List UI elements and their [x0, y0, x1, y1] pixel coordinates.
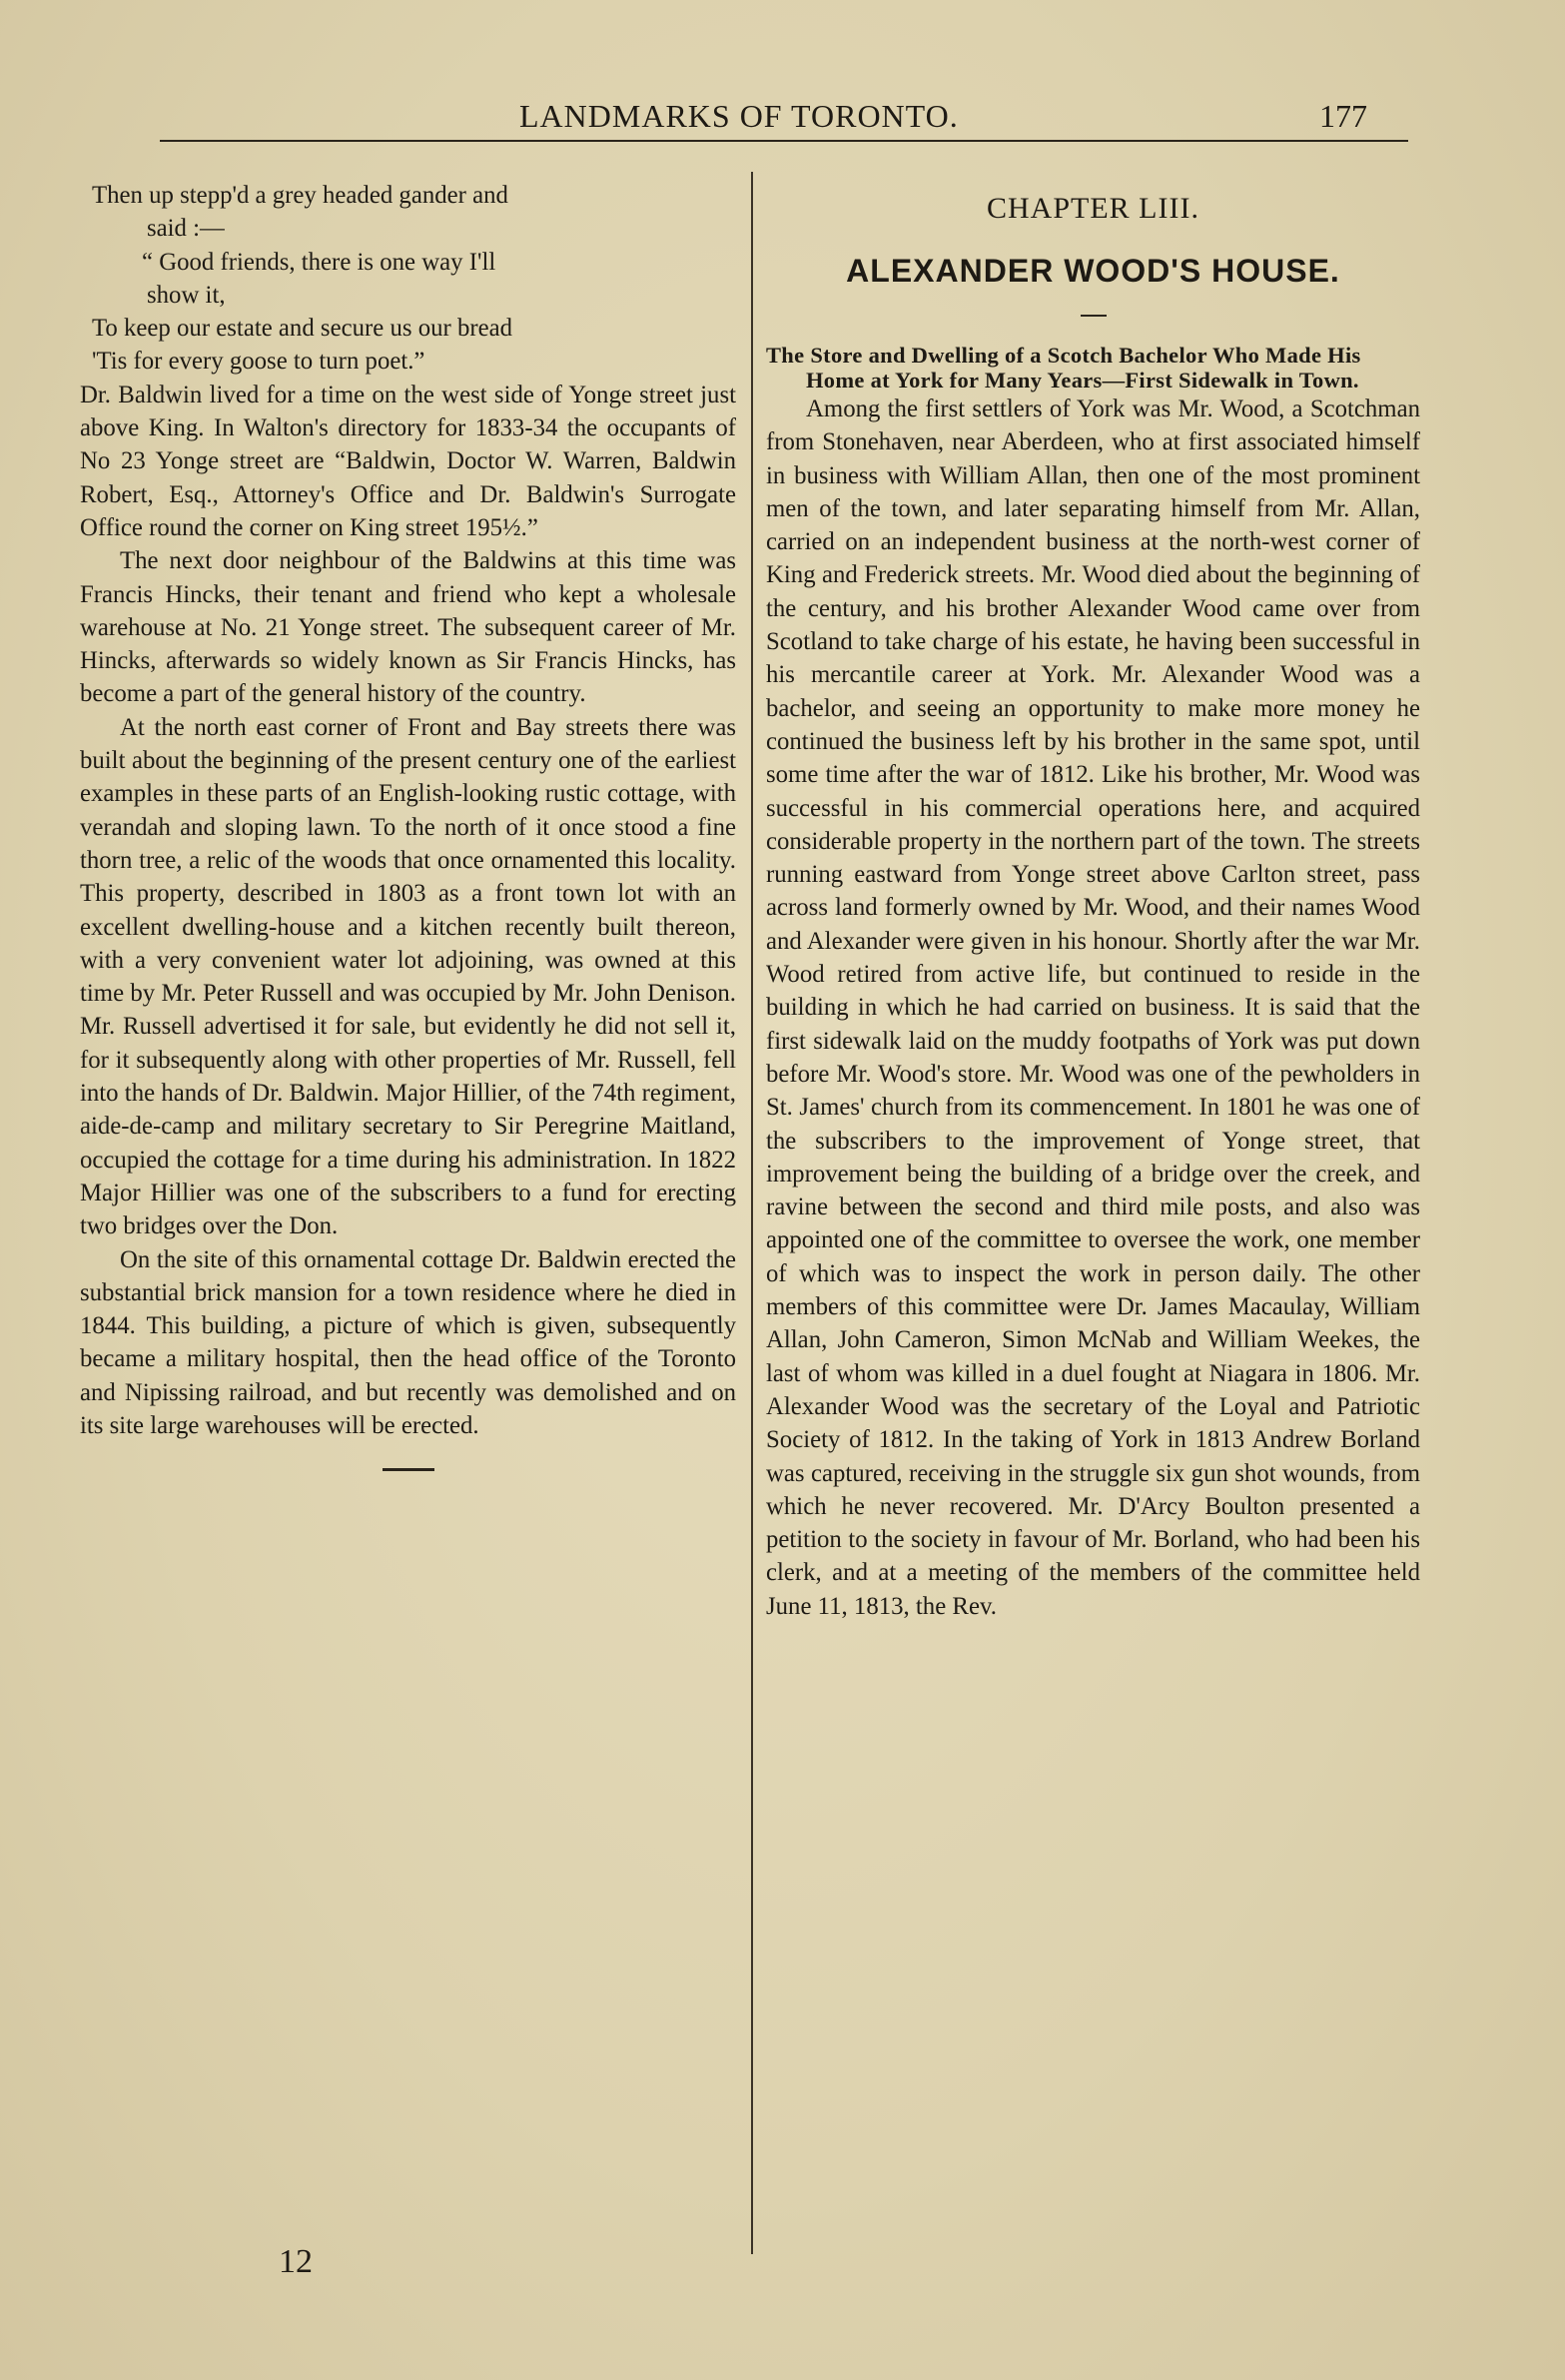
verse-line: “ Good friends, there is one way I'll — [142, 248, 496, 276]
page-number: 177 — [1319, 98, 1367, 134]
section-separator — [383, 1468, 434, 1471]
chapter-subtitle: The Store and Dwelling of a Scotch Bachelor Who Made His Home at York for Many Years—First Sidewalk in Town. — [766, 343, 1361, 393]
paragraph: On the site of this ornamental cottage Dr. Baldwin erected the substantial brick mansion for a town residence where he died in 1844. This building, a picture of which is given, subsequently became a military hospital, then the head office of the Toronto and Nipissing railroad, and but recently was demolished and on its site large warehouses will be erected. — [80, 1245, 736, 1439]
paragraph: Among the first settlers of York was Mr. Wood, a Scotchman from Stonehaven, near Aberdeen, who at first associated himself in business with William Allan, then one of the most prominent men of the town, and later separating himself from Mr. Allan, carried on an independent business at the north-west corner of King and Frederick streets. Mr. Wood died about the beginning of the century, and his brother Alexander Wood came over from Scotland to take charge of his estate, he having been successful in his mercantile career at York. Mr. Alexander Wood was a bachelor, and seeing an opportunity to make more money he continued the business left by his brother in the same spot, until some time after the war of 1812. Like his brother, Mr. Wood was successful in his commercial operations here, and acquired considerable property in the northern part of the town. The streets running eastward from Yonge street above Carlton street, pass across land formerly owned by Mr. Wood, and their names Wood and Alexander were given in his honour. Shortly after the war Mr. Wood retired from active life, but continued to reside in the building in which he had carried on business. It is said that the first sidewalk laid on the muddy footpaths of York was put down before Mr. Wood's store. Mr. Wood was one of the pewholders in St. James' church from its commencement. In 1801 he was one of the subscribers to the improvement of Yonge street, that improvement being the building of a bridge over the creek, and ravine between the second and third mile posts, and also was appointed one of the committee to oversee the work, one member of which was to inspect the work in person daily. The other members of this committee were Dr. James Macaulay, William Allan, John Cameron, Simon McNab and William Weekes, the last of whom was killed in a duel fought at Niagara in 1806. Mr. Alexander Wood was the secretary of the Loyal and Patriotic Society of 1812. In the taking of York in 1813 Andrew Borland was captured, receiving in the struggle six gun shot wounds, from which he never recovered. Mr. D'Arcy Boulton presented a petition to the society in favour of Mr. Borland, who had been his clerk, and at a meeting of the members of the committee held June 11, 1813, the Rev. — [766, 396, 1420, 1620]
paragraph: Dr. Baldwin lived for a time on the west side of Yonge street just above King. In Walton's directory for 1833-34 the occupants of No 23 Yonge street are “Baldwin, Doctor W. Warren, Baldwin Robert, Esq., Attorney's Office and Dr. Baldwin's Surrogate Office round the corner on King street 195½.” — [80, 381, 736, 541]
signature-mark: 12 — [279, 2243, 313, 2280]
header-rule — [160, 140, 1408, 142]
verse-quote — [80, 179, 736, 379]
verse-line: Then up stepp'd a grey headed gander and — [92, 182, 508, 209]
column-divider — [751, 172, 753, 2254]
chapter-title: CHAPTER LIII. — [987, 192, 1199, 225]
right-column — [766, 179, 1420, 1623]
verse-line: said :— — [147, 215, 225, 243]
running-title: LANDMARKS OF TORONTO. — [519, 98, 959, 134]
heading-rule — [1081, 315, 1107, 317]
verse-line: To keep our estate and secure us our bread — [92, 315, 513, 343]
verse-line: 'Tis for every goose to turn poet.” — [92, 348, 425, 376]
chapter-heading: ALEXANDER WOOD'S HOUSE. — [846, 253, 1340, 289]
left-column — [80, 179, 736, 1471]
verse-line: show it, — [147, 281, 226, 309]
paragraph: The next door neighbour of the Baldwins at this time was Francis Hincks, their tenant and friend who kept a wholesale warehouse at No. 21 Yonge street. The subsequent career of Mr. Hincks, afterwards so widely known as Sir Francis Hincks, has become a part of the general history of the country. — [80, 547, 736, 708]
paragraph: At the north east corner of Front and Bay streets there was built about the beginning of the present century one of the earliest examples in these parts of an English-looking rustic cottage, with verandah and sloping lawn. To the north of it once stood a fine thorn tree, a relic of the woods that once ornamented this locality. This property, described in 1803 as a front town lot with an excellent dwelling-house and a kitchen recently built thereon, with a very convenient water lot adjoining, was owned at this time by Mr. Peter Russell and was occupied by Mr. John Denison. Mr. Russell advertised it for sale, but evidently he did not sell it, for it subsequently along with other properties of Mr. Russell, fell into the hands of Dr. Baldwin. Major Hillier, of the 74th regiment, aide-de-camp and military secretary to Sir Peregrine Maitland, occupied the cottage for a time during his administration. In 1822 Major Hillier was one of the subscribers to a fund for erecting two bridges over the Don. — [80, 713, 736, 1240]
